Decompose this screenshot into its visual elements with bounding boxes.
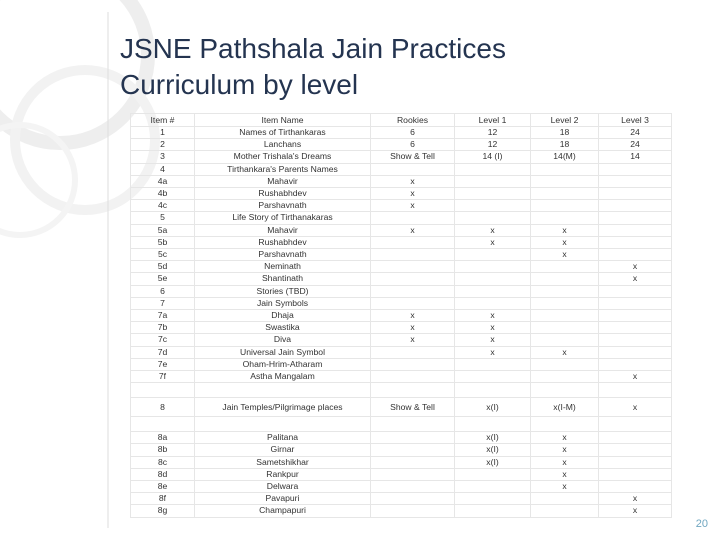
table-cell: Names of Tirthankaras — [195, 127, 371, 139]
table-cell: Rankpur — [195, 468, 371, 480]
table-cell: Palitana — [195, 432, 371, 444]
table-row — [131, 493, 672, 505]
table-cell: 24 — [599, 139, 672, 151]
table-cell: x(I) — [455, 398, 531, 417]
table-cell: x — [531, 481, 599, 493]
table-row — [131, 383, 672, 398]
table-cell: 5 — [131, 212, 195, 224]
table-cell — [599, 358, 672, 370]
table-cell: Astha Mangalam — [195, 371, 371, 383]
table-cell: x — [531, 468, 599, 480]
table-cell — [195, 417, 371, 432]
table-row — [131, 505, 672, 517]
table-cell — [599, 212, 672, 224]
table-cell — [531, 261, 599, 273]
table-cell — [371, 371, 455, 383]
table-cell — [371, 236, 455, 248]
table-cell: Parshavnath — [195, 200, 371, 212]
table-cell: 12 — [455, 139, 531, 151]
table-cell — [455, 188, 531, 200]
table-cell — [531, 358, 599, 370]
table-cell — [599, 236, 672, 248]
table-row — [131, 310, 672, 322]
table-row — [131, 127, 672, 139]
table-cell: Shantinath — [195, 273, 371, 285]
table-cell: 3 — [131, 151, 195, 163]
table-cell — [455, 417, 531, 432]
table-cell — [531, 212, 599, 224]
table-cell: x — [455, 334, 531, 346]
table-cell: 8g — [131, 505, 195, 517]
table-cell — [455, 261, 531, 273]
table-cell: 18 — [531, 127, 599, 139]
table-cell: 5c — [131, 249, 195, 261]
header-cell: Level 3 — [599, 114, 672, 127]
table-cell — [371, 432, 455, 444]
table-cell: x — [599, 261, 672, 273]
table-cell: 7f — [131, 371, 195, 383]
table-row — [131, 334, 672, 346]
table-cell — [599, 383, 672, 398]
table-row — [131, 175, 672, 187]
table-cell: 4a — [131, 175, 195, 187]
table-row — [131, 444, 672, 456]
table-cell — [371, 285, 455, 297]
table-cell — [599, 188, 672, 200]
table-cell — [531, 505, 599, 517]
table-cell: 6 — [371, 139, 455, 151]
table-cell: 8a — [131, 432, 195, 444]
table-cell: 1 — [131, 127, 195, 139]
table-cell: Universal Jain Symbol — [195, 346, 371, 358]
table-cell: 18 — [531, 139, 599, 151]
header-cell: Level 2 — [531, 114, 599, 127]
table-cell: x — [371, 322, 455, 334]
table-cell: 6 — [131, 285, 195, 297]
table-cell: x — [531, 249, 599, 261]
table-cell: x(I-M) — [531, 398, 599, 417]
table-row — [131, 481, 672, 493]
table-cell — [599, 456, 672, 468]
table-cell: x — [371, 200, 455, 212]
table-cell: 7c — [131, 334, 195, 346]
table-cell: x(I) — [455, 456, 531, 468]
table-cell — [531, 273, 599, 285]
table-cell — [531, 334, 599, 346]
table-cell — [599, 468, 672, 480]
table-cell — [371, 249, 455, 261]
table-cell: x — [599, 273, 672, 285]
title-line-2: Curriculum by level — [120, 69, 359, 100]
slide-title — [120, 31, 506, 103]
table-cell — [455, 212, 531, 224]
table-cell: 24 — [599, 127, 672, 139]
table-cell: Rushabhdev — [195, 236, 371, 248]
table-cell — [531, 493, 599, 505]
table-cell — [371, 273, 455, 285]
table-cell — [371, 212, 455, 224]
table-cell — [371, 383, 455, 398]
page-number: 20 — [695, 518, 708, 530]
table-body — [131, 127, 672, 518]
table-cell — [599, 481, 672, 493]
table-cell: Jain Symbols — [195, 297, 371, 309]
table-row — [131, 417, 672, 432]
table-row — [131, 224, 672, 236]
table-cell: Jain Temples/Pilgrimage places — [195, 398, 371, 417]
table-row — [131, 371, 672, 383]
table-cell: Show & Tell — [371, 151, 455, 163]
table-row — [131, 322, 672, 334]
table-cell: x — [599, 493, 672, 505]
title-line-1: JSNE Pathshala Jain Practices — [120, 33, 506, 64]
table-cell — [531, 188, 599, 200]
table-cell: Pavapuri — [195, 493, 371, 505]
table-cell: Delwara — [195, 481, 371, 493]
table-cell: x — [531, 236, 599, 248]
table-cell: Mother Trishala's Dreams — [195, 151, 371, 163]
table-cell: 5b — [131, 236, 195, 248]
table-cell — [455, 200, 531, 212]
table-cell — [599, 163, 672, 175]
table-cell: Dhaja — [195, 310, 371, 322]
table-row — [131, 456, 672, 468]
table-cell: 7a — [131, 310, 195, 322]
table-cell: x — [531, 224, 599, 236]
table-cell — [455, 481, 531, 493]
table-row — [131, 139, 672, 151]
table-cell: Lanchans — [195, 139, 371, 151]
table-cell — [131, 417, 195, 432]
table-cell: Sametshikhar — [195, 456, 371, 468]
table-cell: Diva — [195, 334, 371, 346]
table-cell — [599, 444, 672, 456]
table-cell: x — [455, 310, 531, 322]
table-row — [131, 358, 672, 370]
table-cell — [455, 468, 531, 480]
table-cell: x — [455, 224, 531, 236]
table-cell: 4b — [131, 188, 195, 200]
table-cell — [371, 297, 455, 309]
table-cell: Rushabhdev — [195, 188, 371, 200]
table-cell: Stories (TBD) — [195, 285, 371, 297]
table-cell: x — [371, 224, 455, 236]
header-cell: Item # — [131, 114, 195, 127]
table-cell: x — [371, 334, 455, 346]
table-row — [131, 297, 672, 309]
table-cell — [599, 310, 672, 322]
table-cell — [371, 261, 455, 273]
table-cell: 7e — [131, 358, 195, 370]
table-row — [131, 236, 672, 248]
table-row — [131, 398, 672, 417]
table-row — [131, 151, 672, 163]
table-cell: 8b — [131, 444, 195, 456]
table-cell — [531, 322, 599, 334]
table-cell: 8f — [131, 493, 195, 505]
table-row — [131, 163, 672, 175]
table-cell — [531, 163, 599, 175]
table-row — [131, 188, 672, 200]
table-cell — [371, 444, 455, 456]
table-cell — [455, 163, 531, 175]
header-cell: Rookies — [371, 114, 455, 127]
table-cell: 8 — [131, 398, 195, 417]
table-cell: x — [599, 371, 672, 383]
table-cell: x — [455, 322, 531, 334]
table-cell: x — [531, 432, 599, 444]
table-cell — [599, 285, 672, 297]
table-cell: x — [599, 505, 672, 517]
table-cell: 12 — [455, 127, 531, 139]
table-cell: Mahavir — [195, 175, 371, 187]
table-cell: x — [371, 175, 455, 187]
table-cell — [455, 273, 531, 285]
table-cell: 4c — [131, 200, 195, 212]
table-cell — [371, 505, 455, 517]
table-cell: 8e — [131, 481, 195, 493]
table-cell — [455, 249, 531, 261]
curriculum-table — [130, 113, 672, 518]
table-cell — [131, 383, 195, 398]
table-cell: 6 — [371, 127, 455, 139]
table-cell: x — [371, 310, 455, 322]
table-cell — [455, 285, 531, 297]
table-cell: Life Story of Tirthanakaras — [195, 212, 371, 224]
table-cell — [531, 383, 599, 398]
table-cell: x — [531, 444, 599, 456]
table-cell: Show & Tell — [371, 398, 455, 417]
table-cell — [195, 383, 371, 398]
table-cell: Swastika — [195, 322, 371, 334]
table-row — [131, 468, 672, 480]
table-cell — [371, 417, 455, 432]
header-cell: Level 1 — [455, 114, 531, 127]
table-row — [131, 432, 672, 444]
table-cell — [455, 175, 531, 187]
table-cell: Parshavnath — [195, 249, 371, 261]
table-cell — [455, 505, 531, 517]
table-cell — [531, 200, 599, 212]
table-row — [131, 249, 672, 261]
table-cell — [371, 481, 455, 493]
table-cell — [371, 346, 455, 358]
table-row — [131, 273, 672, 285]
table-cell: x — [455, 346, 531, 358]
table-cell — [371, 468, 455, 480]
table-cell: 14 — [599, 151, 672, 163]
table-cell: 7d — [131, 346, 195, 358]
table-cell — [455, 371, 531, 383]
table-cell — [599, 322, 672, 334]
table-cell — [599, 175, 672, 187]
table-cell — [599, 200, 672, 212]
table-cell — [531, 175, 599, 187]
table-cell — [455, 383, 531, 398]
table-cell: 5e — [131, 273, 195, 285]
table-cell — [531, 417, 599, 432]
table-cell — [531, 310, 599, 322]
table-cell: 7b — [131, 322, 195, 334]
table-cell: Mahavir — [195, 224, 371, 236]
table-row — [131, 212, 672, 224]
table-cell: x(I) — [455, 432, 531, 444]
table-cell: Girnar — [195, 444, 371, 456]
table-cell — [599, 334, 672, 346]
table-cell — [455, 358, 531, 370]
header-row — [131, 114, 672, 127]
table-cell: Tirthankara's Parents Names — [195, 163, 371, 175]
table-row — [131, 346, 672, 358]
table-cell: 8d — [131, 468, 195, 480]
table-cell: 2 — [131, 139, 195, 151]
header-cell: Item Name — [195, 114, 371, 127]
table-cell: x — [531, 346, 599, 358]
table-cell — [531, 285, 599, 297]
table-row — [131, 261, 672, 273]
table-cell — [599, 224, 672, 236]
table-cell — [371, 163, 455, 175]
table-cell — [531, 371, 599, 383]
table-cell: x — [371, 188, 455, 200]
table-cell: Champapuri — [195, 505, 371, 517]
table-cell — [599, 297, 672, 309]
table-cell — [599, 417, 672, 432]
table-cell: Oham-Hrim-Atharam — [195, 358, 371, 370]
table-cell: 14 (I) — [455, 151, 531, 163]
table-cell — [371, 456, 455, 468]
table-cell — [531, 297, 599, 309]
table-cell: x(I) — [455, 444, 531, 456]
table-cell — [371, 493, 455, 505]
table-cell — [599, 346, 672, 358]
table-cell — [371, 358, 455, 370]
table-cell: Neminath — [195, 261, 371, 273]
table-cell: 5a — [131, 224, 195, 236]
table-cell: x — [599, 398, 672, 417]
table-cell: 4 — [131, 163, 195, 175]
table-cell — [599, 432, 672, 444]
table-cell: 14(M) — [531, 151, 599, 163]
table-row — [131, 200, 672, 212]
table-cell — [599, 249, 672, 261]
table-cell: x — [531, 456, 599, 468]
table-row — [131, 285, 672, 297]
table-cell: x — [455, 236, 531, 248]
table-cell: 7 — [131, 297, 195, 309]
table-cell: 8c — [131, 456, 195, 468]
table-cell — [455, 493, 531, 505]
table-cell: 5d — [131, 261, 195, 273]
table-cell — [455, 297, 531, 309]
